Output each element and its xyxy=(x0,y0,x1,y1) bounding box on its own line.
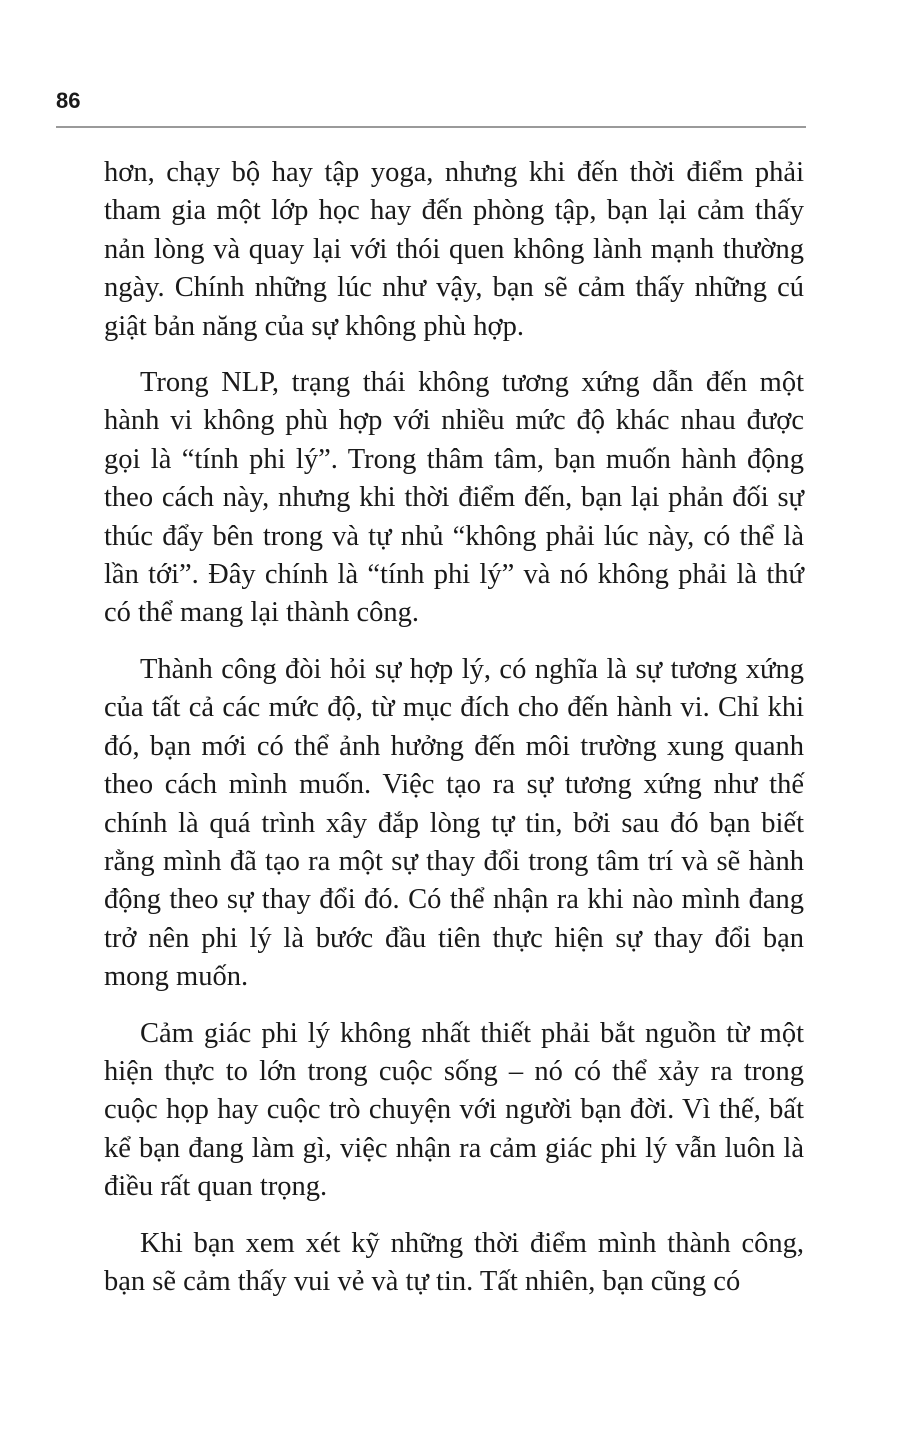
paragraph-nlp-incongruence: Trong NLP, trạng thái không tương xứng dẫn đến một hành vi không phù hợp với nhiều mức độ khác nhau được gọi là “tính phi lý”. Trong thâm tâm, bạn muốn hành động theo cách này, nhưng khi thời điểm đến, bạn lại phản đối sự thúc đẩy bên trong và tự nhủ “không phải lúc này, có thể là lần tới”. Đây chính là “tính phi lý” và nó không phải là thứ có thể mang lại thành công. xyxy=(104,367,804,629)
paragraph-continued: hơn, chạy bộ hay tập yoga, nhưng khi đến thời điểm phải tham gia một lớp học hay đến phòng tập, bạn lại cảm thấy nản lòng và quay lại với thói quen không lành mạnh thường ngày. Chính những lúc như vậy, bạn sẽ cảm thấy những cú giật bản năng của sự không phù hợp. xyxy=(104,157,804,342)
paragraph-success-congruence: Thành công đòi hỏi sự hợp lý, có nghĩa là sự tương xứng của tất cả các mức độ, từ mục đích cho đến hành vi. Chỉ khi đó, bạn mới có thể ảnh hưởng đến môi trường xung quanh theo cách mình muốn. Việc tạo ra sự tương xứng như thế chính là quá trình xây đắp lòng tự tin, bởi sau đó bạn biết rằng mình đã tạo ra một sự thay đổi trong tâm trí và sẽ hành động theo sự thay đổi đó. Có thể nhận ra khi nào mình đang trở nên phi lý là bước đầu tiên thực hiện sự thay đổi bạn mong muốn. xyxy=(104,653,804,993)
body-text xyxy=(104,154,804,1319)
page-number: 86 xyxy=(56,88,81,113)
paragraph-reviewing-success: Khi bạn xem xét kỹ những thời điểm mình thành công, bạn sẽ cảm thấy vui vẻ và tự tin. Tất nhiên, bạn cũng có xyxy=(104,1227,804,1297)
page-header xyxy=(56,82,806,128)
paragraph-feeling-incongruence: Cảm giác phi lý không nhất thiết phải bắt nguồn từ một hiện thực to lớn trong cuộc sống – nó có thể xảy ra trong cuộc họp hay cuộc trò chuyện với người bạn đời. Vì thế, bất kể bạn đang làm gì, việc nhận ra cảm giác phi lý vẫn luôn là điều rất quan trọng. xyxy=(104,1017,804,1203)
